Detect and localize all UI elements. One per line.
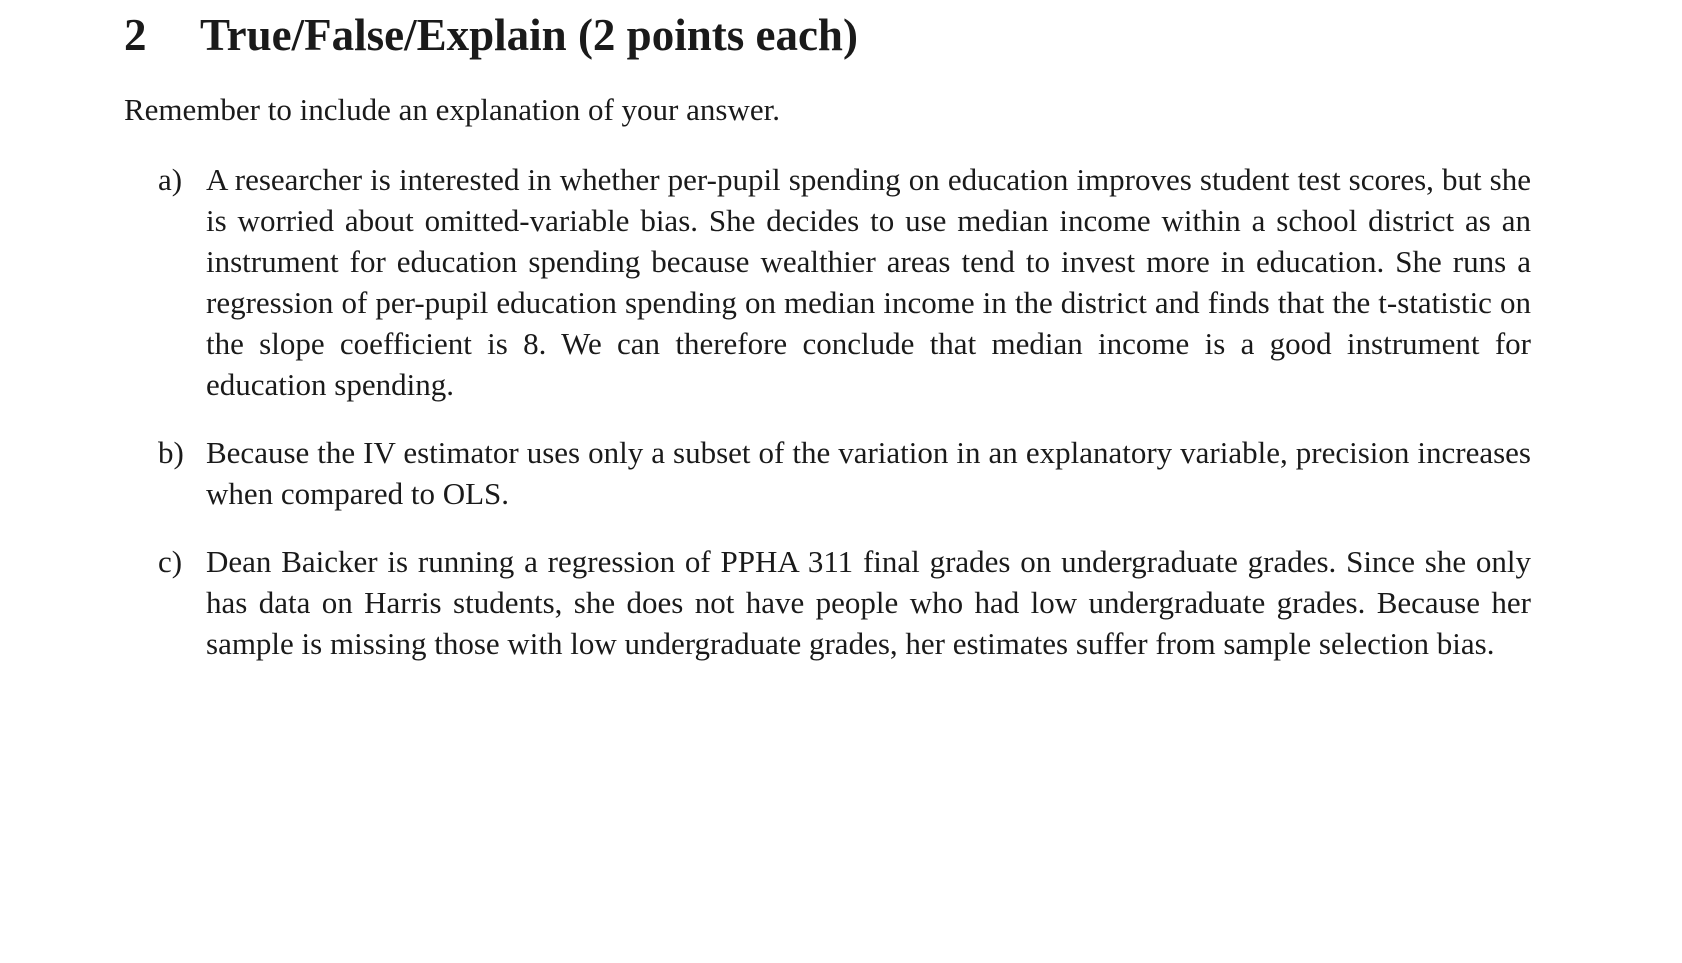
question-label: a) — [158, 162, 183, 197]
section-heading — [124, 8, 858, 62]
question-text: Dean Baicker is running a regression of PPHA 311 final grades on undergraduate grades. Since she only has data on Harris students, she does not have people who had low undergraduate grades. Because her sample is missing those with low undergraduate grades, her estimates suffer from sample selection bias. — [206, 544, 1531, 661]
question-label: b) — [158, 435, 184, 470]
question-text: A researcher is interested in whether per-pupil spending on education improves student test scores, but she is worried about omitted-variable bias. She decides to use median income within a school district as an instrument for education spending because wealthier areas tend to invest more in education. She runs a regression of per-pupil education spending on median income in the district and finds that the t-statistic on the slope coefficient is 8. We can therefore conclude that median income is a good instrument for education spending. — [206, 162, 1531, 402]
section-number: 2 — [124, 10, 147, 60]
question-item-a — [158, 159, 1531, 405]
section-title: True/False/Explain (2 points each) — [200, 10, 858, 60]
instructions-text: Remember to include an explanation of your answer. — [124, 92, 780, 127]
question-item-b — [158, 432, 1531, 514]
question-list — [158, 159, 1531, 691]
question-text: Because the IV estimator uses only a subset of the variation in an explanatory variable, precision increases when compared to OLS. — [206, 435, 1531, 511]
question-label: c) — [158, 544, 183, 579]
question-item-c — [158, 541, 1531, 664]
